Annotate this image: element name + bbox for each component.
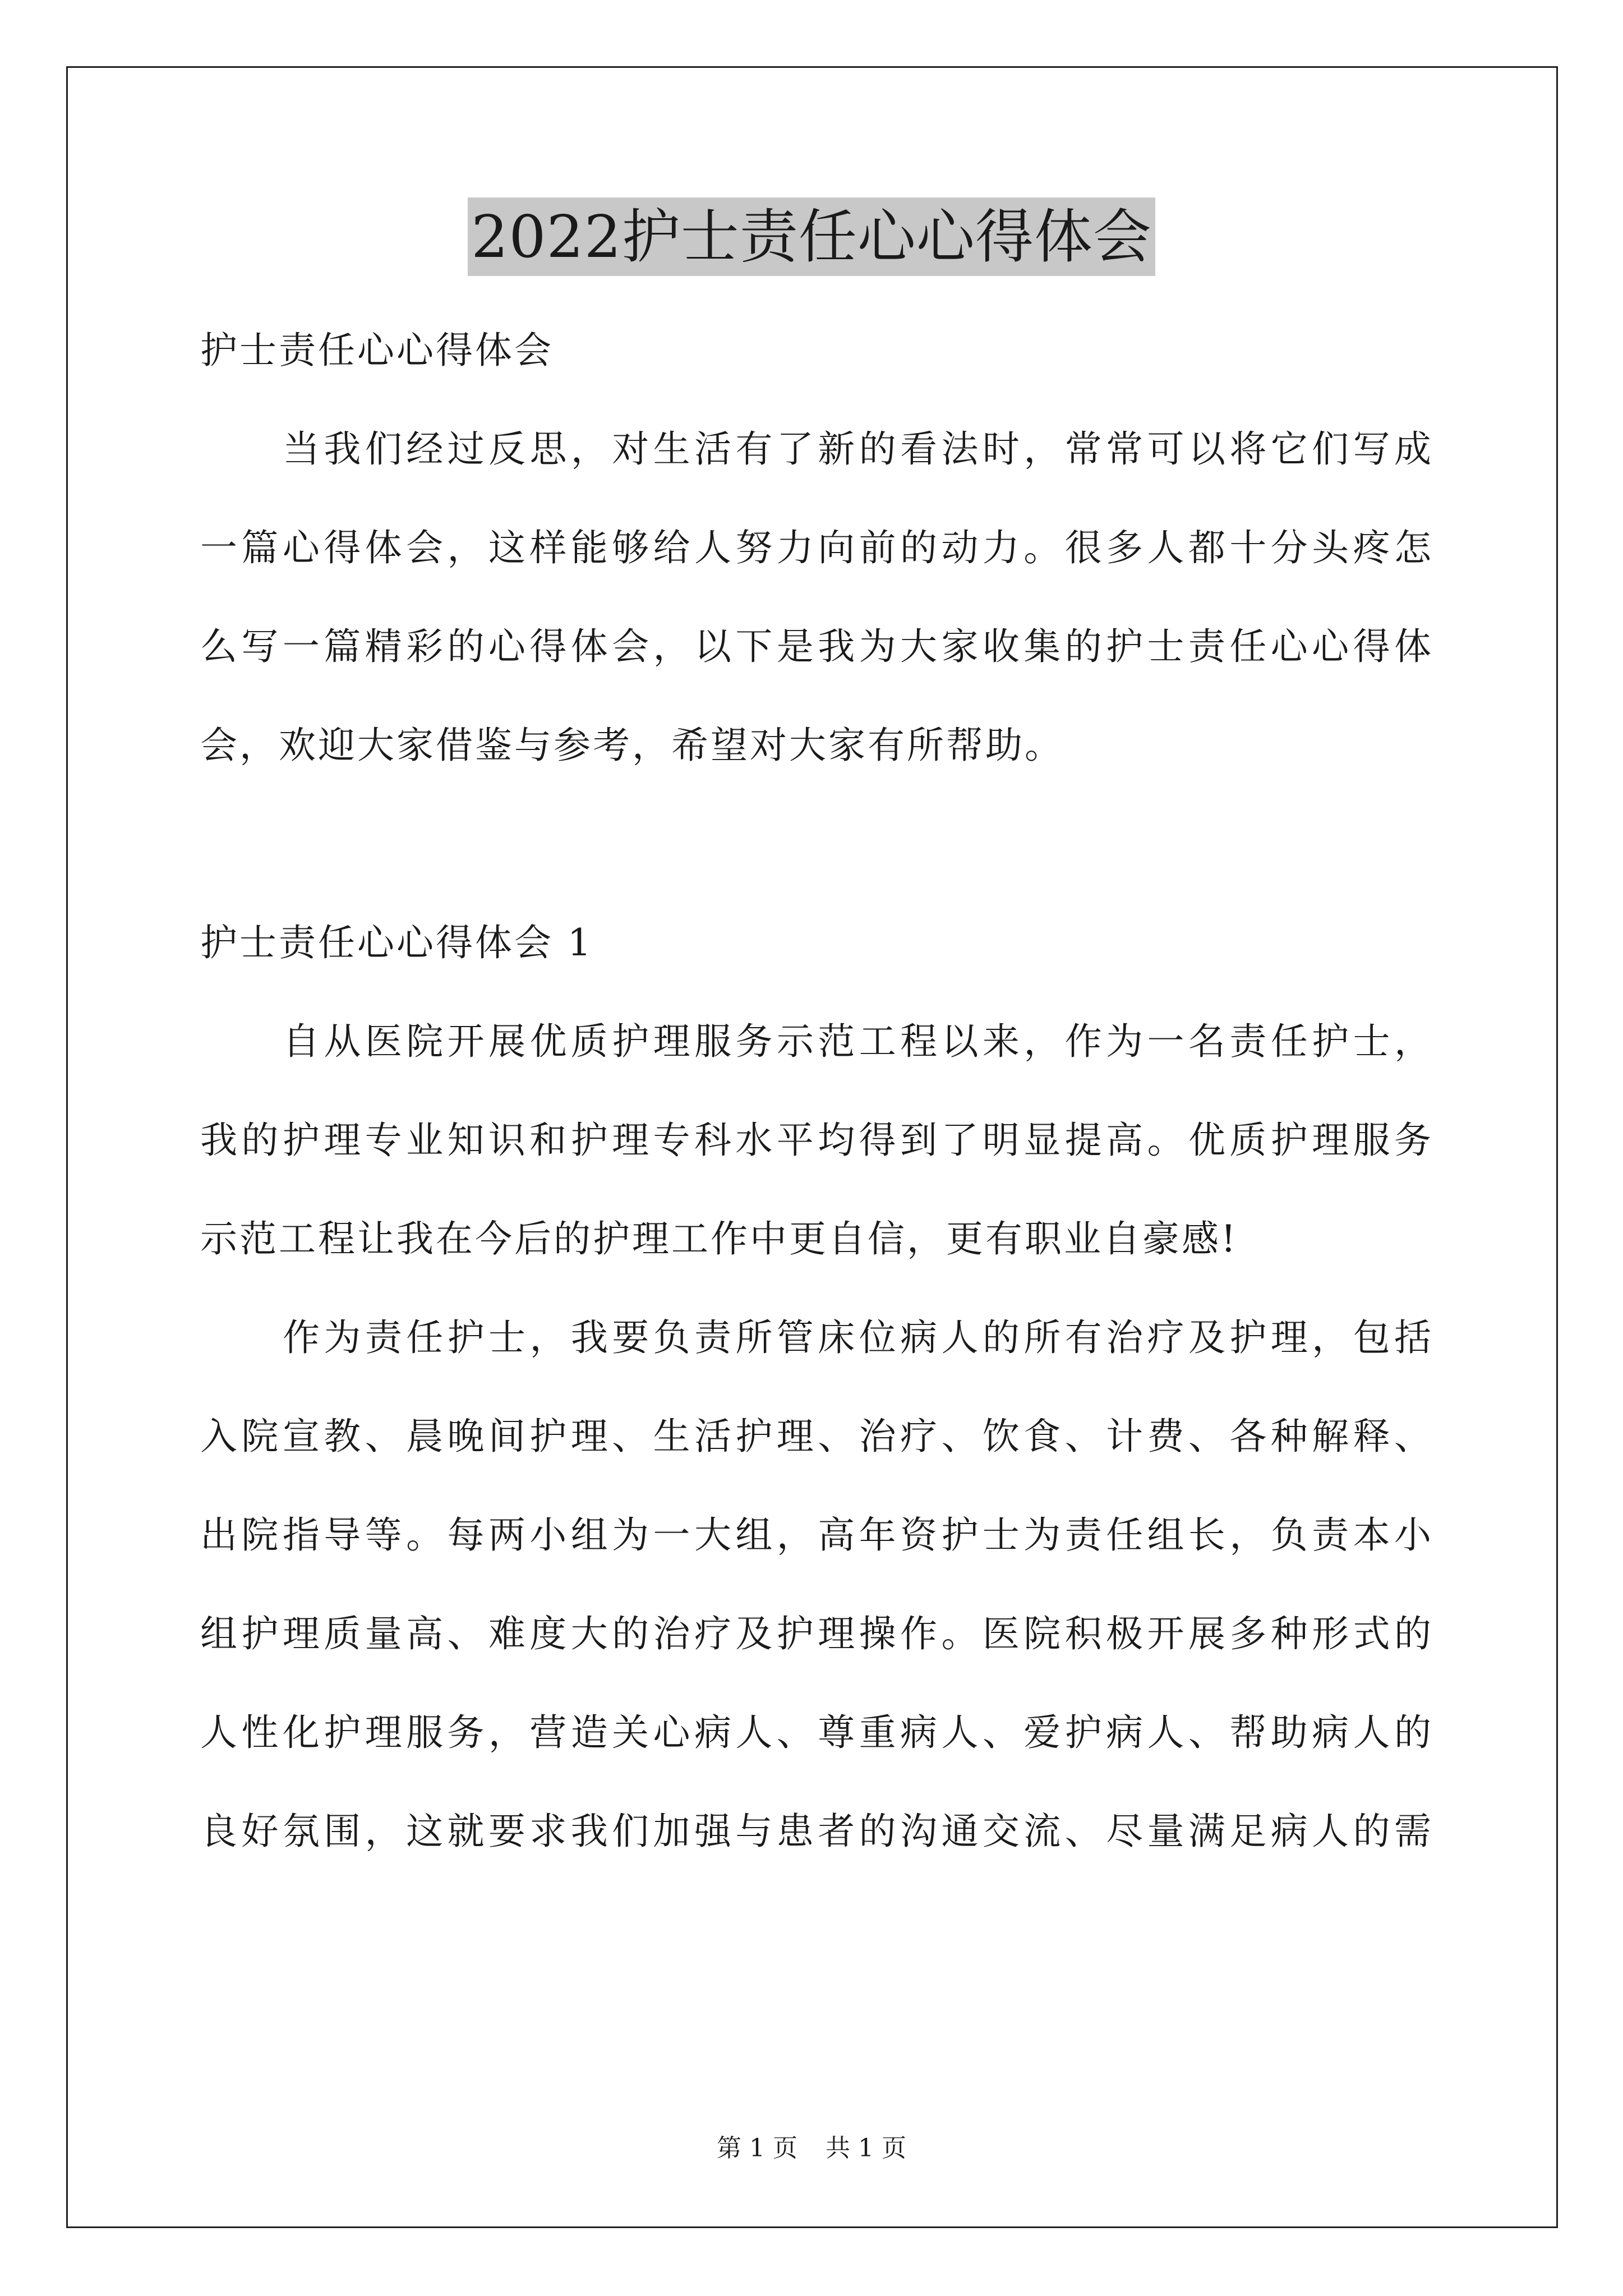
section-heading: 护士责任心心得体会: [200, 329, 554, 372]
para2-line-3: 出院指导等。每两小组为一大组，高年资护士为责任组长，负责本小: [200, 1513, 1431, 1557]
para1-line-1: 自从医院开展优质护理服务示范工程以来，作为一名责任护士，: [283, 1020, 1431, 1063]
para1-line-2: 我的护理专业知识和护理专科水平均得到了明显提高。优质护理服务: [200, 1119, 1431, 1162]
para2-line-6: 良好氛围，这就要求我们加强与患者的沟通交流、尽量满足病人的需: [200, 1810, 1431, 1853]
title-wrapper: [0, 197, 1623, 276]
intro-line-4: 会，欢迎大家借鉴与参考，希望对大家有所帮助。: [200, 724, 1064, 767]
para2-line-2: 入院宣教、晨晚间护理、生活护理、治疗、饮食、计费、各种解释、: [200, 1415, 1431, 1458]
para2-line-1: 作为责任护士，我要负责所管床位病人的所有治疗及护理，包括: [283, 1316, 1431, 1359]
page-total: 共 1 页: [826, 2134, 906, 2162]
section-heading-1: 护士责任心心得体会 1: [200, 921, 593, 964]
intro-line-2: 一篇心得体会，这样能够给人努力向前的动力。很多人都十分头疼怎: [200, 526, 1431, 569]
para2-line-5: 人性化护理服务，营造关心病人、尊重病人、爱护病人、帮助病人的: [200, 1711, 1431, 1754]
page-number: 第 1 页: [717, 2134, 797, 2162]
intro-line-3: 么写一篇精彩的心得体会，以下是我为大家收集的护士责任心心得体: [200, 625, 1431, 668]
document-title: 2022护士责任心心得体会: [468, 197, 1155, 276]
para2-line-4: 组护理质量高、难度大的治疗及护理操作。医院积极开展多种形式的: [200, 1612, 1431, 1655]
page-footer: [0, 2132, 1623, 2165]
intro-line-1: 当我们经过反思，对生活有了新的看法时，常常可以将它们写成: [283, 427, 1431, 471]
para1-line-3: 示范工程让我在今后的护理工作中更自信，更有职业自豪感!: [200, 1217, 1238, 1260]
